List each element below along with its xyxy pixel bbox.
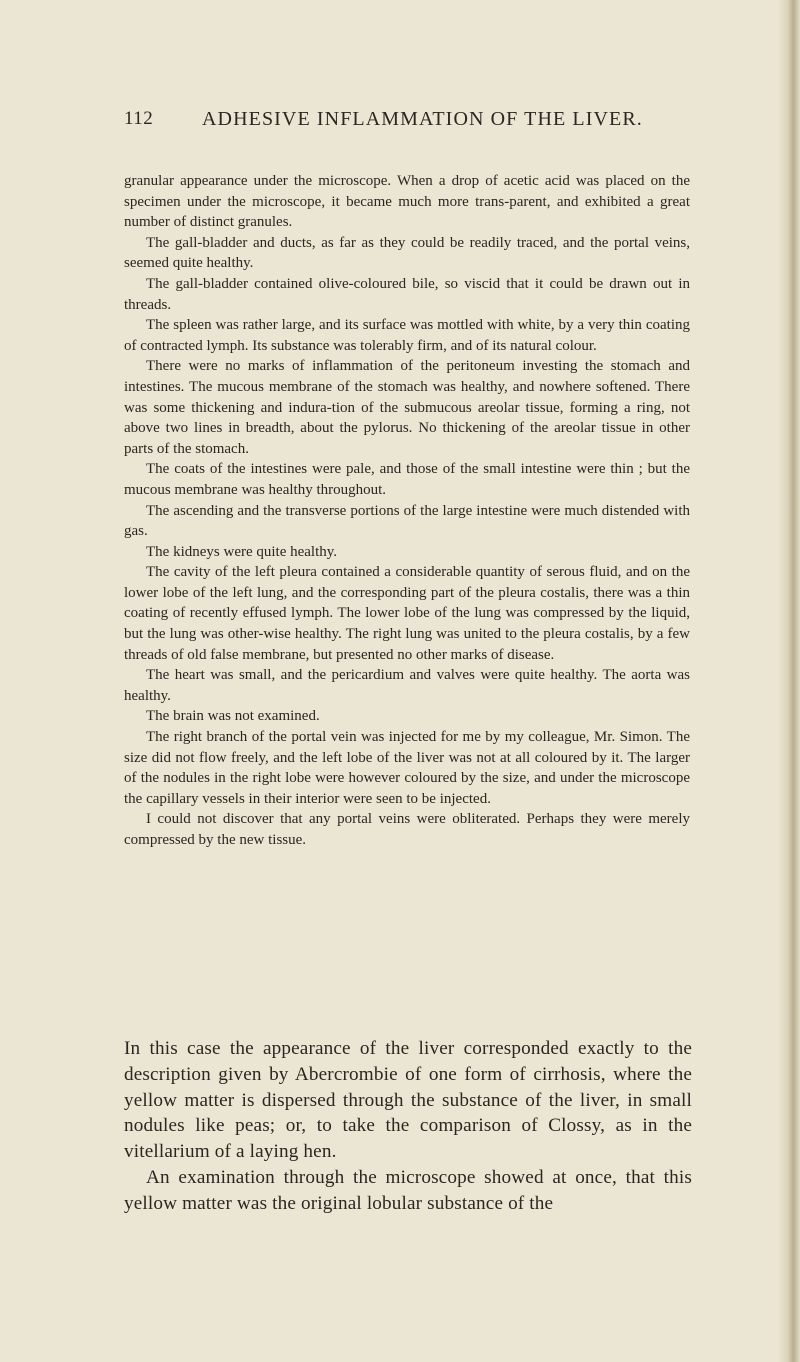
paragraph-heart-aorta: The heart was small, and the pericardium and valves were quite healthy. The aorta was healthy.	[124, 667, 690, 704]
paragraph-pleura-lungs: The cavity of the left pleura contained a considerable quantity of serous fluid, and on the lower lobe of the left lung, and the corresponding part of the pleura costalis, there was a thin coating of recently effused lymph. The lower lobe of the lung was compressed by the liquid, but the lung was other-wise healthy. The right lung was united to the pleura costalis, by a few threads of old false membrane, but presented no other marks of disease.	[124, 564, 690, 663]
commentary-section	[124, 1036, 692, 1217]
paragraph-gall-bladder-bile: The gall-bladder contained olive-coloured bile, so viscid that it could be drawn out in threads.	[124, 275, 690, 313]
paragraph-portal-injection: The right branch of the portal vein was injected for me by my colleague, Mr. Simon. The size did not flow freely, and the left lobe of the liver was not at all coloured by it. The larger of the nodules in the right lobe were however coloured by the size, and under the microscope the capillary vessels in their interior were seen to be injected.	[124, 729, 690, 807]
page-header	[124, 108, 690, 136]
paragraph-kidneys: The kidneys were quite healthy.	[146, 543, 338, 560]
paragraph-cirrhosis-comparison: In this case the appearance of the liver corresponded exactly to the description given by Abercrombie of one form of cirrhosis, where the yellow matter is dispersed through the substance of the liver, in small nodules like peas; or, to take the comparison of Clossy, as in the vitellarium of a laying hen.	[124, 1038, 692, 1163]
small-print-section	[124, 171, 690, 851]
running-title: ADHESIVE INFLAMMATION OF THE LIVER.	[202, 108, 643, 130]
paragraph-gall-bladder-ducts: The gall-bladder and ducts, as far as they could be readily traced, and the portal veins, seemed quite healthy.	[124, 234, 690, 272]
paragraph-brain: The brain was not examined.	[146, 708, 320, 725]
page-edge-shadow	[778, 0, 800, 1362]
paragraph-microscope-granules: granular appearance under the microscope. When a drop of acetic acid was placed on the specimen under the microscope, it became much more trans-parent, and exhibited a great number of distinct granules.	[124, 173, 690, 231]
paragraph-stomach: There were no marks of inflammation of the peritoneum investing the stomach and intestines. The mucous membrane of the stomach was healthy, and nowhere softened. There was some thickening and indura-tion of the submucous areolar tissue, forming a ring, not above two lines in breadth, about the pylorus. No thickening of the areolar tissue in other parts of the stomach.	[124, 358, 690, 457]
paragraph-microscope-examination: An examination through the microscope showed at once, that this yellow matter was the original lobular substance of the	[124, 1166, 692, 1214]
paragraph-portal-veins: I could not discover that any portal veins were obliterated. Perhaps they were merely compressed by the new tissue.	[124, 811, 690, 848]
page-number: 112	[124, 108, 154, 129]
paragraph-spleen: The spleen was rather large, and its surface was mottled with white, by a very thin coating of contracted lymph. Its substance was tolerably firm, and of its natural colour.	[124, 317, 690, 354]
paragraph-large-intestine: The ascending and the transverse portions of the large intestine were much distended with gas.	[124, 502, 690, 540]
paragraph-intestines: The coats of the intestines were pale, and those of the small intestine were thin ; but the mucous membrane was healthy throughout.	[124, 461, 690, 498]
